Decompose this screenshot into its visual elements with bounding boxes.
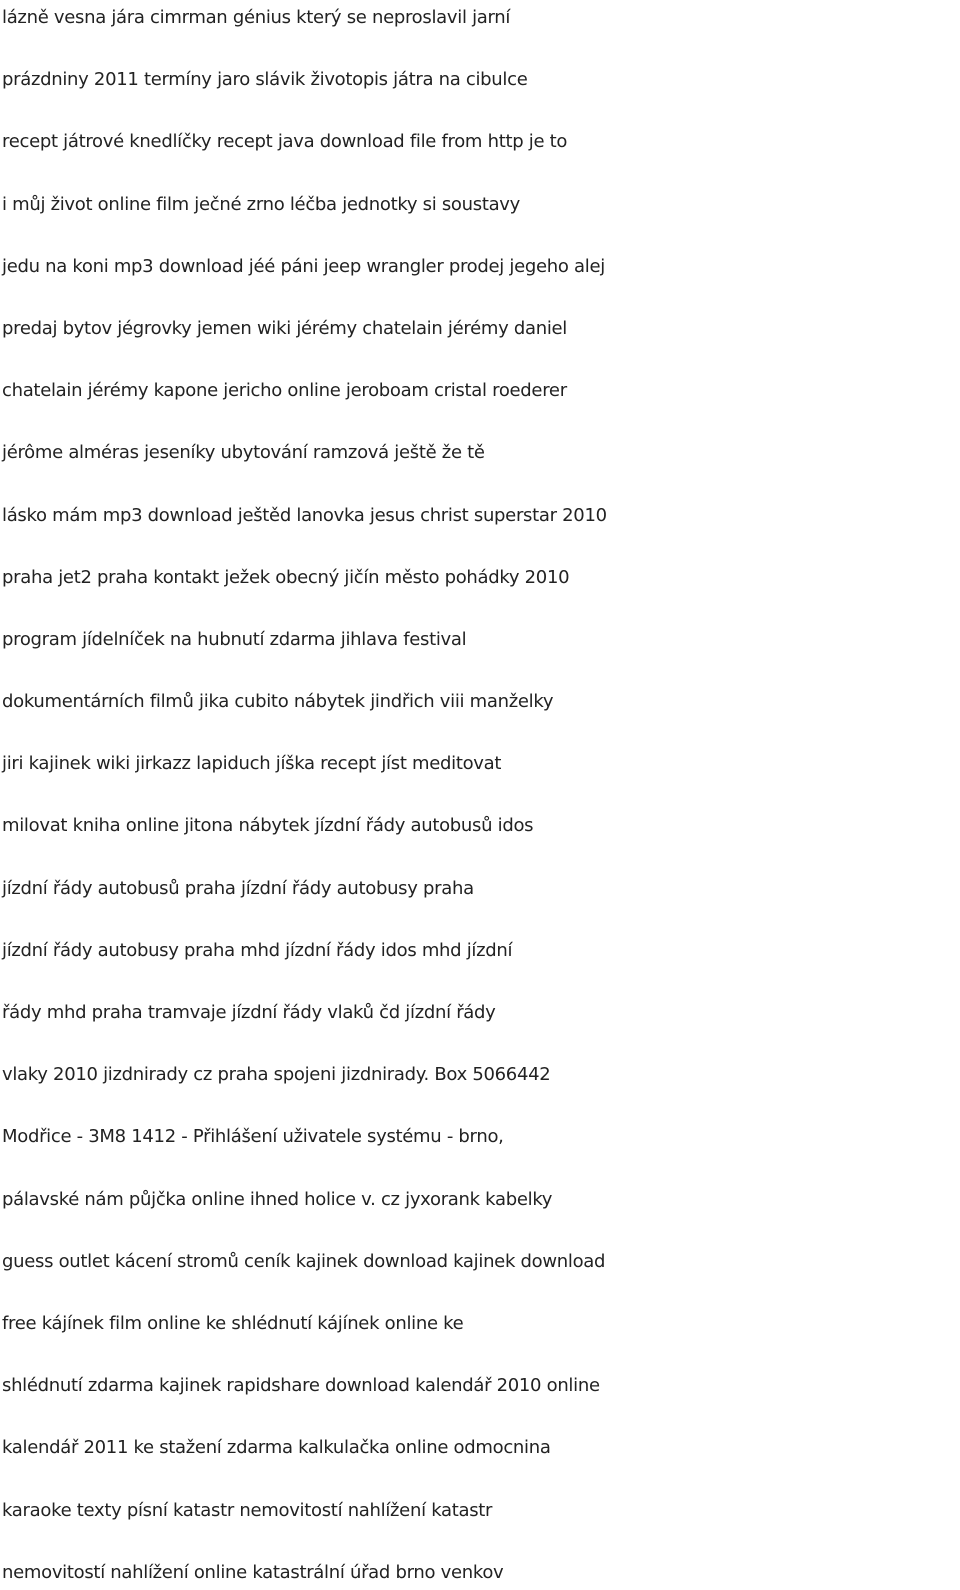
text-line-10: praha jet2 praha kontakt ježek obecný jičín město pohádky 2010 bbox=[2, 566, 570, 588]
text-line-7: chatelain jérémy kapone jericho online jeroboam cristal roederer bbox=[2, 380, 567, 402]
text-line-16: jízdní řády autobusy praha mhd jízdní řády idos mhd jízdní bbox=[2, 939, 513, 961]
text-line-25: karaoke texty písní katastr nemovitostí nahlížení katastr bbox=[2, 1499, 493, 1521]
text-line-1: lázně vesna jára cimrman génius který se neproslavil jarní bbox=[2, 7, 511, 28]
text-line-18: vlaky 2010 jizdnirady cz praha spojeni jizdnirady. Box 5066442 bbox=[2, 1064, 551, 1086]
text-line-26: nemovitostí nahlížení online katastrální úřad brno venkov bbox=[2, 1561, 504, 1583]
text-line-3: recept játrové knedlíčky recept java download file from http je to bbox=[2, 131, 568, 153]
text-line-4: i můj život online film ječné zrno léčba jednotky si soustavy bbox=[2, 193, 521, 215]
text-line-20: pálavské nám půjčka online ihned holice v. cz jyxorank kabelky bbox=[2, 1188, 553, 1210]
text-line-2: prázdniny 2011 termíny jaro slávik životopis játra na cibulce bbox=[2, 69, 528, 91]
text-line-13: jiri kajinek wiki jirkazz lapiduch jíška recept jíst meditovat bbox=[2, 753, 502, 775]
text-line-21: guess outlet kácení stromů ceník kajinek download kajinek download bbox=[2, 1250, 606, 1272]
text-line-12: dokumentárních filmů jika cubito nábytek jindřich viii manželky bbox=[2, 691, 554, 713]
text-line-11: program jídelníček na hubnutí zdarma jihlava festival bbox=[2, 628, 467, 650]
text-line-14: milovat kniha online jitona nábytek jízdní řády autobusů idos bbox=[2, 815, 534, 837]
body-text bbox=[2, 0, 958, 1590]
text-line-19: Modřice - 3M8 1412 - Přihlášení uživatele systému - brno, bbox=[2, 1126, 504, 1148]
text-line-17: řády mhd praha tramvaje jízdní řády vlaků čd jízdní řády bbox=[2, 1002, 496, 1023]
text-line-24: kalendář 2011 ke stažení zdarma kalkulačka online odmocnina bbox=[2, 1437, 551, 1459]
text-line-5: jedu na koni mp3 download jéé páni jeep wrangler prodej jegeho alej bbox=[2, 255, 605, 277]
text-line-9: lásko mám mp3 download ještěd lanovka jesus christ superstar 2010 bbox=[2, 504, 607, 526]
text-line-23: shlédnutí zdarma kajinek rapidshare download kalendář 2010 online bbox=[2, 1375, 600, 1397]
text-line-8: jérôme alméras jeseníky ubytování ramzová ještě že tě bbox=[2, 442, 485, 464]
text-line-6: predaj bytov jégrovky jemen wiki jérémy chatelain jérémy daniel bbox=[2, 317, 568, 339]
text-line-22: free kájínek film online ke shlédnutí kájínek online ke bbox=[2, 1312, 464, 1334]
text-line-15: jízdní řády autobusů praha jízdní řády autobusy praha bbox=[2, 877, 474, 899]
